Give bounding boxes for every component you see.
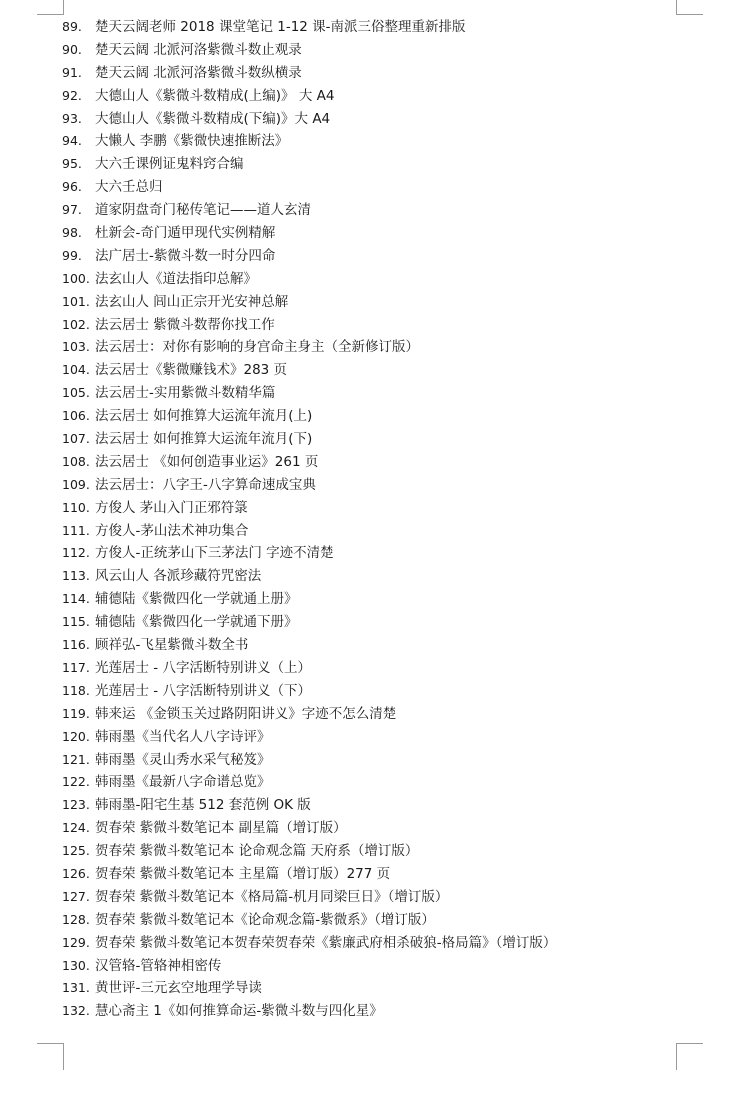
list-item	[62, 39, 682, 62]
list-item	[62, 565, 682, 588]
list-item	[62, 222, 682, 245]
list-item-text: 风云山人 各派珍藏符咒密法	[95, 568, 262, 585]
list-item	[62, 336, 682, 359]
list-item-number: 131.	[62, 980, 90, 996]
crop-mark-bottom-right	[676, 1043, 703, 1070]
list-item	[62, 130, 682, 153]
list-item-text: 韩雨墨《灵山秀水采气秘笈》	[95, 751, 271, 768]
list-item	[62, 108, 682, 131]
list-item	[62, 749, 682, 772]
list-item-text: 方俊人-正统茅山下三茅法门 字迹不清楚	[95, 545, 334, 562]
list-item-text: 大六壬课例证鬼料窍合编	[95, 156, 244, 173]
list-item-text: 法云居士 《如何创造事业运》261 页	[95, 453, 319, 470]
crop-mark-bottom-left	[37, 1043, 64, 1070]
list-item	[62, 542, 682, 565]
list-item	[62, 588, 682, 611]
list-item-number: 130.	[62, 957, 90, 973]
list-item-number: 129.	[62, 934, 90, 950]
list-item-text: 法玄山人《道法指印总解》	[95, 270, 257, 287]
list-item-number: 101.	[62, 293, 90, 309]
list-item-text: 贺春荣 紫微斗数笔记本 主星篇（增订版）277 页	[95, 865, 391, 882]
list-item-text: 大六壬总归	[95, 179, 163, 196]
list-item	[62, 932, 682, 955]
list-item-text: 方俊人-茅山法术神功集合	[95, 522, 249, 539]
list-item	[62, 291, 682, 314]
list-item-text: 慧心斋主 1《如何推算命运-紫微斗数与四化星》	[95, 1003, 383, 1020]
list-item	[62, 314, 682, 337]
list-item-text: 光莲居士 - 八字活断特别讲义（下）	[95, 682, 311, 699]
list-item	[62, 85, 682, 108]
list-item-number: 117.	[62, 659, 90, 675]
list-item-text: 顾祥弘-飞星紫微斗数全书	[95, 637, 249, 654]
list-item	[62, 268, 682, 291]
list-item	[62, 153, 682, 176]
list-item	[62, 886, 682, 909]
list-item-text: 大德山人《紫微斗数精成(下编)》大 A4	[95, 110, 331, 127]
list-item-number: 125.	[62, 843, 90, 859]
list-item-number: 124.	[62, 820, 90, 836]
list-item	[62, 611, 682, 634]
list-item	[62, 382, 682, 405]
list-item-text: 贺春荣 紫微斗数笔记本 论命观念篇 天府系（增订版）	[95, 843, 419, 860]
list-item-number: 96.	[62, 179, 82, 195]
list-item	[62, 176, 682, 199]
list-item-text: 韩雨墨《当代名人八字诗评》	[95, 728, 271, 745]
crop-mark-top-right	[676, 0, 703, 15]
list-item	[62, 657, 682, 680]
crop-mark-top-left	[37, 0, 64, 15]
list-item-text: 汉管辂-管辂神相密传	[95, 957, 222, 974]
list-item-text: 光莲居士 - 八字活断特别讲义（上）	[95, 659, 311, 676]
list-item	[62, 977, 682, 1000]
list-item-number: 114.	[62, 591, 90, 607]
list-item-number: 102.	[62, 316, 90, 332]
list-item-text: 贺春荣 紫微斗数笔记本 副星篇（增订版）	[95, 820, 347, 837]
list-item-number: 92.	[62, 87, 82, 103]
list-item-text: 大懒人 李鹏《紫微快速推断法》	[95, 133, 289, 150]
list-item	[62, 680, 682, 703]
list-item-number: 109.	[62, 476, 90, 492]
list-item	[62, 428, 682, 451]
list-item-text: 道家阴盘奇门秘传笔记——道人玄清	[95, 202, 311, 219]
list-item-number: 115.	[62, 614, 90, 630]
list-item-number: 95.	[62, 156, 82, 172]
list-item-number: 94.	[62, 133, 82, 149]
list-item-text: 楚天云阔 北派河洛紫微斗数纵横录	[95, 64, 302, 81]
list-item	[62, 474, 682, 497]
list-item-number: 103.	[62, 339, 90, 355]
list-item-text: 法云居士：八字王-八字算命速成宝典	[95, 476, 316, 493]
list-item	[62, 245, 682, 268]
list-item-number: 123.	[62, 797, 90, 813]
list-item-text: 韩雨墨《最新八字命谱总览》	[95, 774, 271, 791]
list-item	[62, 817, 682, 840]
list-item	[62, 863, 682, 886]
list-item-number: 111.	[62, 522, 90, 538]
list-item-number: 110.	[62, 499, 90, 515]
list-item-number: 100.	[62, 270, 90, 286]
list-item-number: 89.	[62, 19, 82, 34]
list-item-text: 韩雨墨-阳宅生基 512 套范例 OK 版	[95, 797, 311, 814]
list-item-number: 132.	[62, 1003, 90, 1019]
list-item-text: 法云居士-实用紫微斗数精华篇	[95, 385, 276, 402]
list-item-number: 98.	[62, 225, 82, 241]
list-item-text: 大德山人《紫微斗数精成(上编)》 大 A4	[95, 87, 335, 104]
list-item-number: 118.	[62, 682, 90, 698]
list-item-text: 法云居士《紫微赚钱术》283 页	[95, 362, 288, 379]
list-item-number: 116.	[62, 637, 90, 653]
list-item-number: 105.	[62, 385, 90, 401]
list-item-text: 韩来运 《金锁玉关过路阴阳讲义》字迹不怎么清楚	[95, 705, 397, 722]
list-item	[62, 359, 682, 382]
list-item-number: 120.	[62, 728, 90, 744]
list-item	[62, 520, 682, 543]
list-item	[62, 1000, 682, 1023]
list-item-number: 119.	[62, 705, 90, 721]
list-item-number: 122.	[62, 774, 90, 790]
list-item	[62, 703, 682, 726]
list-item-number: 112.	[62, 545, 90, 561]
list-item-text: 法云居士：对你有影响的身宫命主身主（全新修订版）	[95, 339, 419, 356]
list-item-number: 93.	[62, 110, 82, 126]
list-item-number: 106.	[62, 408, 90, 424]
list-item-number: 104.	[62, 362, 90, 378]
list-item	[62, 726, 682, 749]
list-item-text: 法云居士 紫微斗数帮你找工作	[95, 316, 275, 333]
list-item	[62, 771, 682, 794]
list-item-text: 法云居士 如何推算大运流年流月(下)	[95, 431, 313, 448]
list-item	[62, 16, 682, 39]
list-item-number: 113.	[62, 568, 90, 584]
list-item	[62, 405, 682, 428]
list-item-number: 107.	[62, 431, 90, 447]
list-item-number: 121.	[62, 751, 90, 767]
list-item-text: 法云居士 如何推算大运流年流月(上)	[95, 408, 313, 425]
list-item-number: 99.	[62, 247, 82, 263]
list-item-text: 楚天云阔 北派河洛紫微斗数止观录	[95, 41, 302, 58]
list-item-text: 楚天云阔老师 2018 课堂笔记 1-12 课-南派三俗整理重新排版	[95, 19, 466, 35]
list-item-text: 法玄山人 闾山正宗开光安神总解	[95, 293, 289, 310]
list-item-text: 法广居士-紫微斗数一时分四命	[95, 247, 276, 264]
list-item-text: 贺春荣 紫微斗数笔记本《论命观念篇-紫微系》（增订版）	[95, 911, 435, 928]
list-item	[62, 199, 682, 222]
book-list	[62, 16, 682, 1023]
list-item-text: 黄世评-三元玄空地理学导读	[95, 980, 262, 997]
list-item	[62, 497, 682, 520]
list-item-text: 辅德陆《紫微四化一学就通下册》	[95, 614, 298, 631]
list-item	[62, 62, 682, 85]
list-item	[62, 634, 682, 657]
list-item	[62, 794, 682, 817]
list-item	[62, 451, 682, 474]
list-item-text: 杜新会-奇门遁甲现代实例精解	[95, 225, 276, 242]
list-item	[62, 840, 682, 863]
list-item	[62, 955, 682, 978]
list-item-number: 97.	[62, 202, 82, 218]
list-item-number: 128.	[62, 911, 90, 927]
list-item-number: 127.	[62, 888, 90, 904]
list-item-number: 126.	[62, 865, 90, 881]
list-item-number: 90.	[62, 41, 82, 57]
list-item-number: 91.	[62, 64, 82, 80]
list-item	[62, 909, 682, 932]
list-item-text: 贺春荣 紫微斗数笔记本贺春荣贺春荣《紫廉武府相杀破狼-格局篇》（增订版）	[95, 934, 557, 951]
list-item-text: 辅德陆《紫微四化一学就通上册》	[95, 591, 298, 608]
list-item-text: 方俊人 茅山入门正邪符箓	[95, 499, 248, 516]
list-item-text: 贺春荣 紫微斗数笔记本《格局篇-机月同梁巨日》（增订版）	[95, 888, 449, 905]
list-item-number: 108.	[62, 453, 90, 469]
